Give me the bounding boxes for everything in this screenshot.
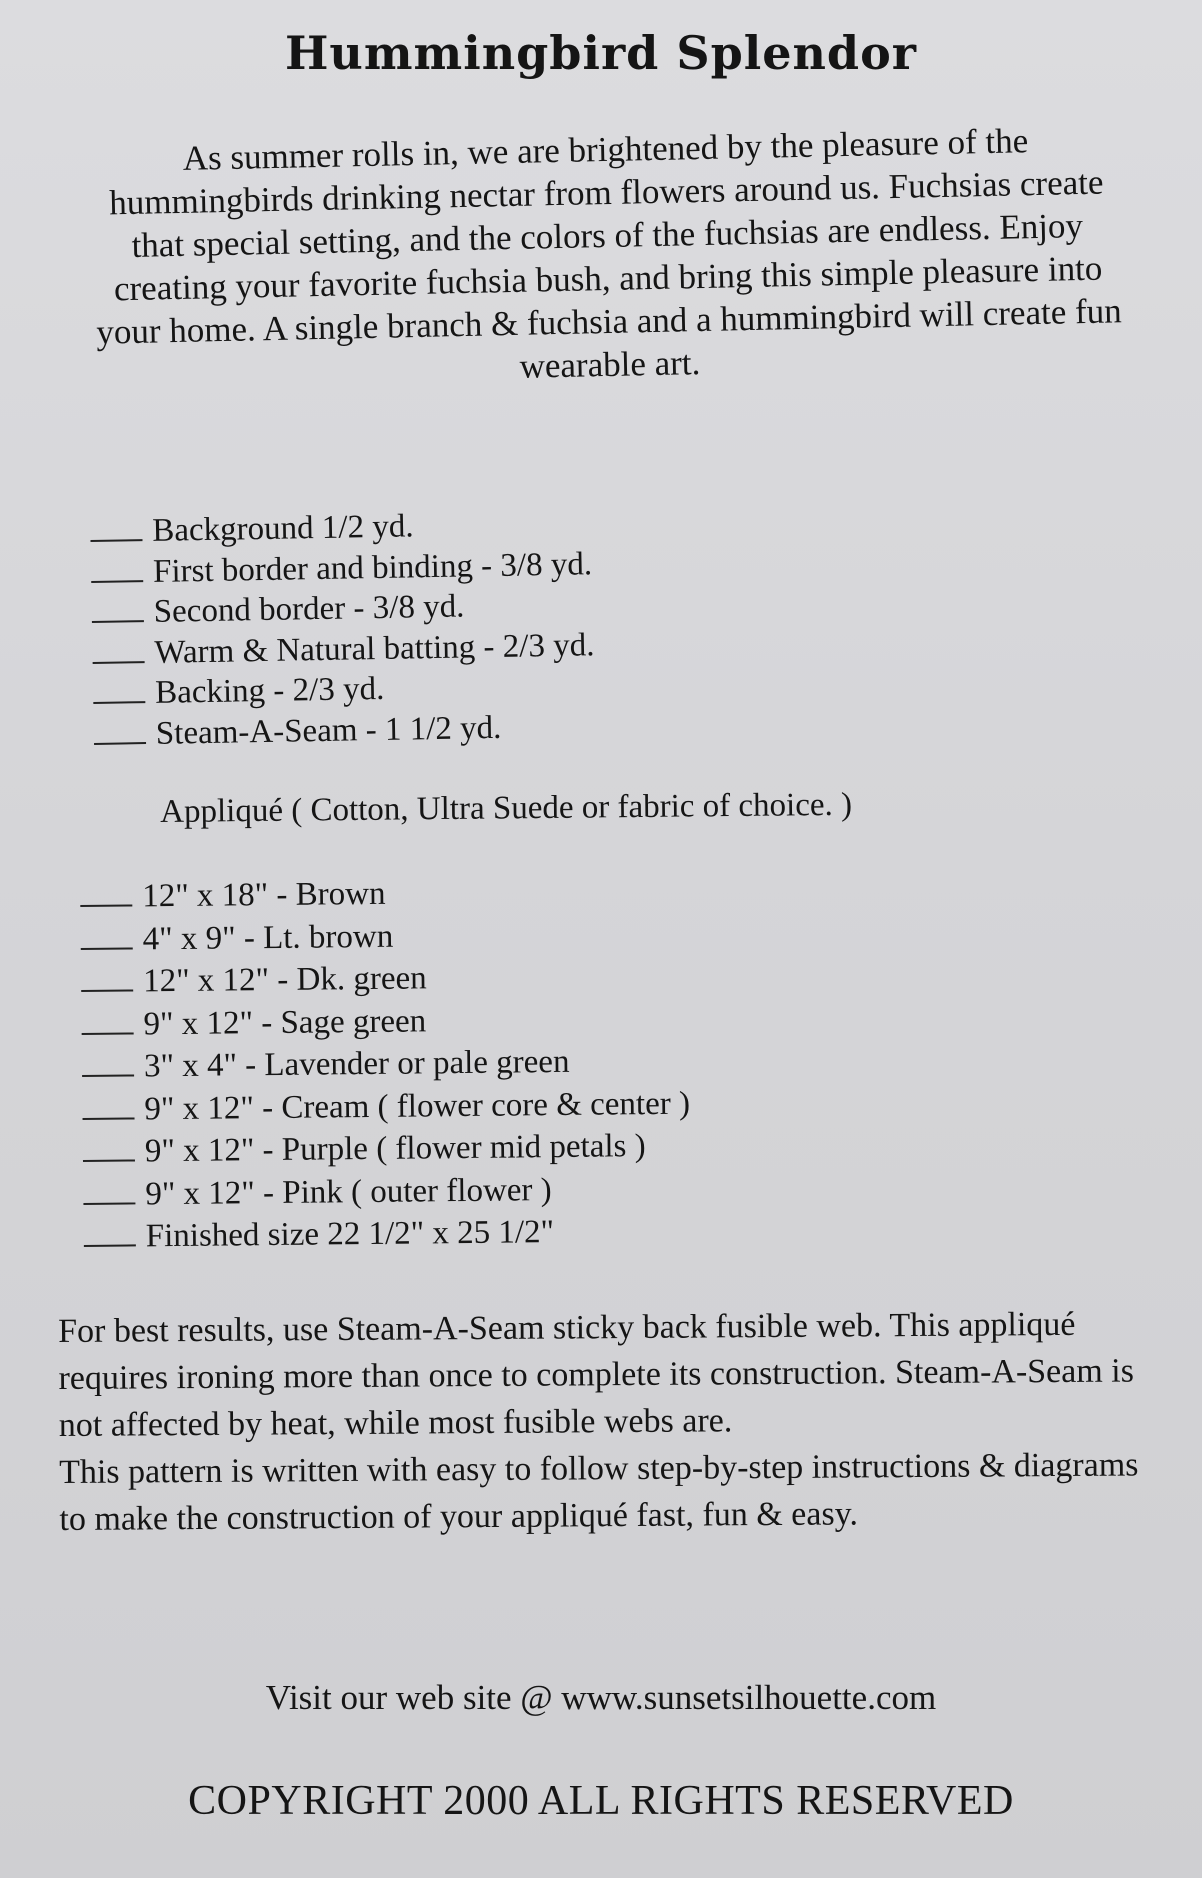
list-item-label: Second border - 3/8 yd. bbox=[153, 588, 465, 630]
list-item bbox=[80, 912, 688, 961]
checkbox-blank bbox=[83, 1201, 135, 1205]
checkbox-blank bbox=[82, 1031, 134, 1035]
list-item-label: 9" x 12" - Purple ( flower mid petals ) bbox=[144, 1128, 646, 1170]
list-item-label: Steam-A-Seam - 1 1/2 yd. bbox=[155, 709, 502, 752]
copyright-line: COPYRIGHT 2000 ALL RIGHTS RESERVED bbox=[188, 1778, 1014, 1824]
list-item bbox=[94, 706, 597, 755]
list-item bbox=[81, 955, 689, 1004]
notes-paragraph: This pattern is written with easy to follow step-by-step instructions & diagrams to make the construction of your appliqué fast, fun & easy. bbox=[59, 1446, 1139, 1538]
list-item bbox=[83, 1125, 691, 1174]
list-item-label: Finished size 22 1/2" x 25 1/2" bbox=[145, 1214, 555, 1255]
list-item-label: 9" x 12" - Sage green bbox=[143, 1002, 427, 1042]
checkbox-blank bbox=[92, 619, 144, 623]
list-item-label: First border and binding - 3/8 yd. bbox=[152, 545, 593, 590]
checkbox-blank bbox=[91, 579, 143, 583]
checkbox-blank bbox=[83, 1116, 135, 1120]
list-item-label: 3" x 4" - Lavender or pale green bbox=[143, 1043, 570, 1085]
list-item bbox=[80, 870, 688, 919]
notes-section bbox=[58, 1300, 1160, 1543]
list-item bbox=[82, 1040, 690, 1089]
checkbox-blank bbox=[83, 1158, 135, 1162]
list-item-label: 4" x 9" - Lt. brown bbox=[142, 918, 394, 957]
list-item-label: Background 1/2 yd. bbox=[152, 508, 414, 549]
website-line: Visit our web site @ www.sunsetsilhouette.com bbox=[265, 1678, 937, 1717]
list-item-label: Backing - 2/3 yd. bbox=[154, 670, 385, 711]
list-item bbox=[81, 997, 689, 1046]
intro-paragraph: As summer rolls in, we are brightened by the pleasure of the hummingbirds drinking nectar from flowers around us. Fuchsias create that special setting, and the colors of the fuchsias are endless. Enjoy creating your favorite fuchsia bush, and bring this simple pleasure into your home. A single branch & fuchsia and a hummingbird will create fun wearable art. bbox=[96, 121, 1123, 386]
checkbox-blank bbox=[90, 538, 142, 542]
list-item-label: 9" x 12" - Cream ( flower core & center ) bbox=[144, 1085, 691, 1127]
notes-paragraph: For best results, use Steam-A-Seam sticky back fusible web. This appliqué requires ironing more than once to complete its construction. Steam-A-Seam is not affected by heat, while most fusible webs are. bbox=[58, 1305, 1135, 1444]
checkbox-blank bbox=[94, 741, 146, 745]
applique-heading: Appliqué ( Cotton, Ultra Suede or fabric of choice. ) bbox=[160, 786, 853, 830]
applique-requirements-list bbox=[80, 870, 692, 1259]
list-item bbox=[83, 1167, 691, 1216]
checkbox-blank bbox=[81, 988, 133, 992]
list-item-label: 12" x 18" - Brown bbox=[142, 875, 386, 915]
checkbox-blank bbox=[93, 660, 145, 664]
list-item-label: 12" x 12" - Dk. green bbox=[142, 960, 427, 1000]
list-item-label: 9" x 12" - Pink ( outer flower ) bbox=[145, 1171, 552, 1212]
pattern-title: Hummingbird Splendor bbox=[284, 26, 918, 80]
fabric-requirements-list bbox=[90, 503, 596, 755]
checkbox-blank bbox=[80, 903, 132, 907]
checkbox-blank bbox=[82, 1073, 134, 1077]
list-item bbox=[82, 1082, 690, 1131]
checkbox-blank bbox=[84, 1243, 136, 1247]
checkbox-blank bbox=[93, 700, 145, 704]
list-item bbox=[84, 1210, 692, 1259]
checkbox-blank bbox=[81, 946, 133, 950]
list-item-label: Warm & Natural batting - 2/3 yd. bbox=[154, 626, 595, 671]
